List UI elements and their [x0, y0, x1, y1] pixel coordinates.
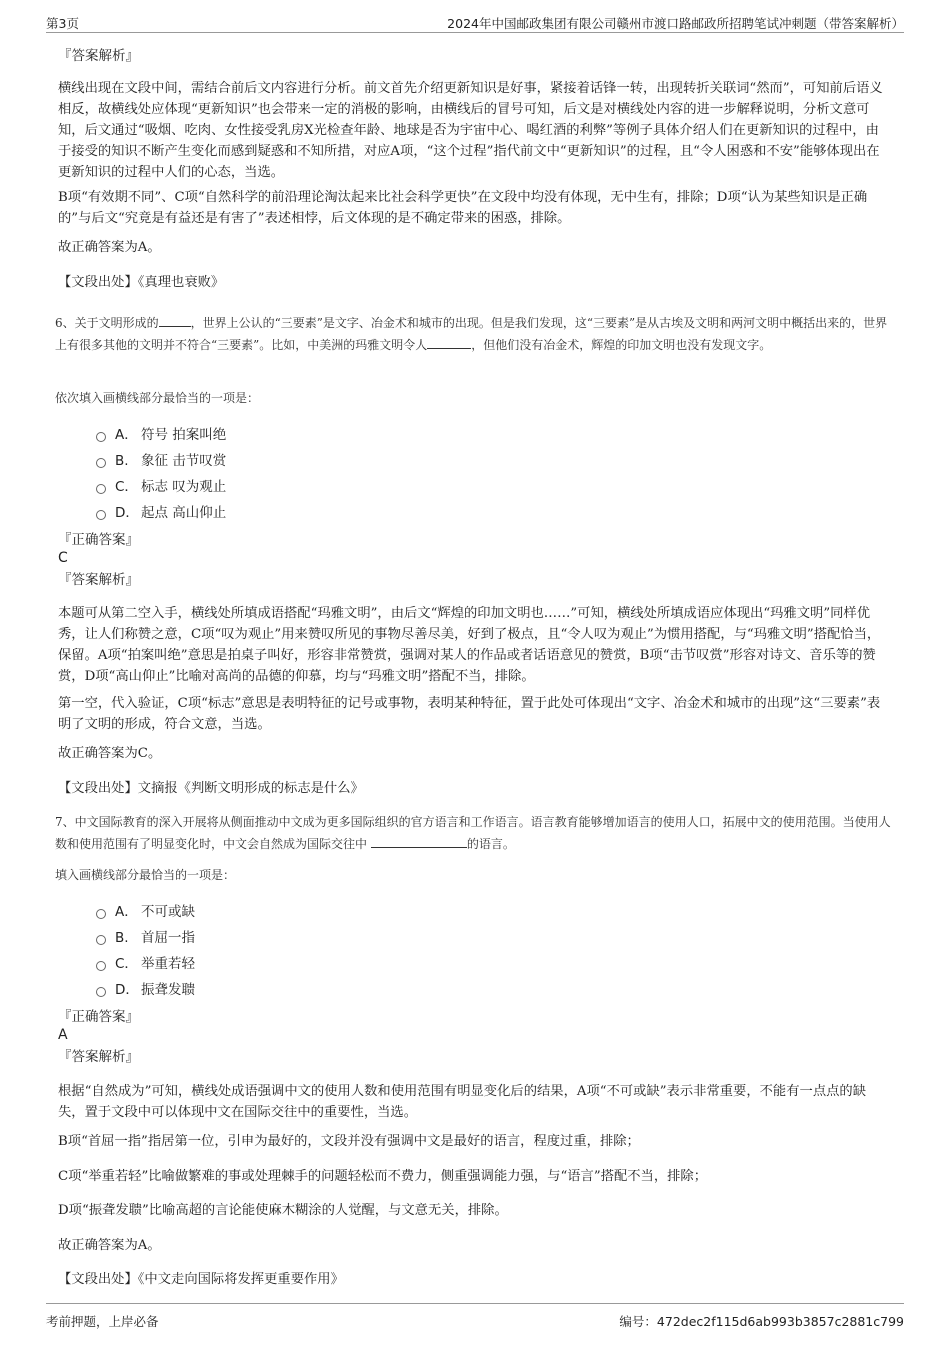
- page-footer: [46, 1303, 904, 1329]
- option-c[interactable]: C． 标志 叹为观止: [96, 476, 226, 498]
- correct-answer-tag: 『正确答案』: [58, 532, 139, 548]
- fill-blank: [371, 847, 467, 848]
- analysis-paragraph: C项“举重若轻”比喻做繁难的事或处理棘手的问题轻松而不费力，侧重强调能力强，与“语言”搭配不当，排除；: [58, 1169, 708, 1184]
- option-d[interactable]: D． 起点 高山仰止: [96, 502, 226, 524]
- question-prompt: 填入画横线部分最恰当的一项是：: [55, 868, 236, 882]
- radio-button[interactable]: [96, 458, 106, 468]
- source-citation: 【文段出处】《真理也衰败》: [58, 275, 225, 290]
- option-a[interactable]: A． 不可或缺: [96, 901, 195, 923]
- radio-button[interactable]: [96, 935, 106, 945]
- analysis-paragraph: B项“首屈一指”指居第一位，引申为最好的，文段并没有强调中文是最好的语言，程度过重，排除；: [58, 1134, 640, 1149]
- radio-button[interactable]: [96, 961, 106, 971]
- document-id: 编号：472dec2f115d6ab993b3857c2881c799: [619, 1314, 904, 1329]
- source-citation: 【文段出处】《中文走向国际将发挥更重要作用》: [58, 1272, 344, 1287]
- analysis-paragraph: D项“振聋发聩”比喻高超的言论能使麻木糊涂的人觉醒，与文意无关，排除。: [58, 1203, 508, 1218]
- source-citation: 【文段出处】文摘报《判断文明形成的标志是什么》: [58, 781, 364, 796]
- document-title: 2024年中国邮政集团有限公司赣州市渡口路邮政所招聘笔试冲刺题（带答案解析）: [447, 16, 904, 31]
- analysis-tag: 『答案解析』: [58, 1049, 139, 1065]
- radio-button[interactable]: [96, 909, 106, 919]
- question-7-text: 7、中文国际教育的深入开展将从侧面推动中文成为更多国际组织的官方语言和工作语言。语言教育能够增加语言的使用人口，拓展中文的使用范围。当使用人数和使用范围有了明显变化时，中文会自然成为国际交往中 的语言。: [55, 815, 891, 851]
- answer-statement: 故正确答案为A。: [58, 1238, 161, 1253]
- analysis-tag: 『答案解析』: [58, 48, 139, 64]
- analysis-paragraph: 本题可从第二空入手，横线处所填成语搭配“玛雅文明”，由后文“辉煌的印加文明也……”可知，横线处所填成语应体现出“玛雅文明”同样优秀，让人们称赞之意，C项“叹为观止”用来赞叹所见的事物尽善尽美，好到了极点，且“令人叹为观止”为惯用搭配，与“玛雅文明”搭配恰当，保留。A项“拍案叫绝”意思是拍桌子叫好，形容非常赞赏，强调对某人的作品或者话语意见的赞赏，B项“击节叹赏”形容对诗文、音乐等的赞赏，D项“高山仰止”比喻对高尚的品德的仰慕，均与“玛雅文明”搭配不当，排除。: [58, 606, 881, 684]
- question-6-text: 6、关于文明形成的 ，世界上公认的“三要素”是文字、冶金术和城市的出现。但是我们发现，这“三要素”是从古埃及文明和两河文明中概括出来的，世界上有很多其他的文明并不符合“三要素”。比如，中美洲的玛雅文明令人 ，但他们没有冶金术，辉煌的印加文明也没有发现文字。: [55, 316, 888, 352]
- page-header: [46, 12, 904, 33]
- option-b[interactable]: B. 象征 击节叹赏: [96, 450, 226, 472]
- analysis-paragraph: 横线出现在文段中间，需结合前后文内容进行分析。前文首先介绍更新知识是好事，紧接着话锋一转，出现转折关联词“然而”，可知前后语义相反，故横线处应体现“更新知识”也会带来一定的消极的影响，由横线后的冒号可知，后文是对横线处内容的进一步解释说明，分析文意可知，后文通过“吸烟、吃肉、女性接受乳房X光检查年龄、地球是否为宇宙中心、喝红酒的利弊”等例子具体介绍人们在更新知识的过程中，由于接受的知识不断产生变化而感到疑惑和不知所措，对应A项，“这个过程”指代前文中“更新知识”的过程，且“令人困惑和不安”能够体现出在更新知识的过程中人们的心态，当选。: [58, 81, 883, 180]
- option-b[interactable]: B. 首屈一指: [96, 927, 195, 949]
- fill-blank: [159, 326, 191, 327]
- radio-button[interactable]: [96, 987, 106, 997]
- option-c[interactable]: C． 举重若轻: [96, 953, 195, 975]
- footer-slogan: 考前押题，上岸必备: [46, 1314, 159, 1329]
- correct-answer: A: [58, 1027, 68, 1043]
- correct-answer: C: [58, 550, 68, 566]
- option-a[interactable]: A． 符号 拍案叫绝: [96, 424, 226, 446]
- analysis-paragraph: 根据“自然成为”可知，横线处成语强调中文的使用人数和使用范围有明显变化后的结果，A项“不可或缺”表示非常重要，不能有一点点的缺失，置于文段中可以体现中文在国际交往中的重要性，当选。: [58, 1084, 867, 1120]
- question-prompt: 依次填入画横线部分最恰当的一项是：: [55, 391, 260, 405]
- analysis-paragraph: 第一空，代入验证，C项“标志”意思是表明特征的记号或事物，表明某种特征，置于此处可体现出“文字、冶金术和城市的出现”这“三要素”表明了文明的形成，符合文意，当选。: [58, 696, 881, 732]
- answer-statement: 故正确答案为C。: [58, 746, 162, 761]
- analysis-tag: 『答案解析』: [58, 572, 139, 588]
- option-d[interactable]: D． 振聋发聩: [96, 979, 195, 1001]
- radio-button[interactable]: [96, 484, 106, 494]
- radio-button[interactable]: [96, 510, 106, 520]
- fill-blank: [427, 348, 471, 349]
- radio-button[interactable]: [96, 432, 106, 442]
- correct-answer-tag: 『正确答案』: [58, 1009, 139, 1025]
- analysis-paragraph: B项“有效期不同”、C项“自然科学的前沿理论淘汰起来比社会科学更快”在文段中均没有体现，无中生有，排除；D项“认为某些知识是正确的”与后文“究竟是有益还是有害了”表述相悖，后文体现的是不确定带来的困惑，排除。: [58, 190, 868, 226]
- page-number: 第3页: [46, 16, 79, 31]
- answer-statement: 故正确答案为A。: [58, 240, 161, 255]
